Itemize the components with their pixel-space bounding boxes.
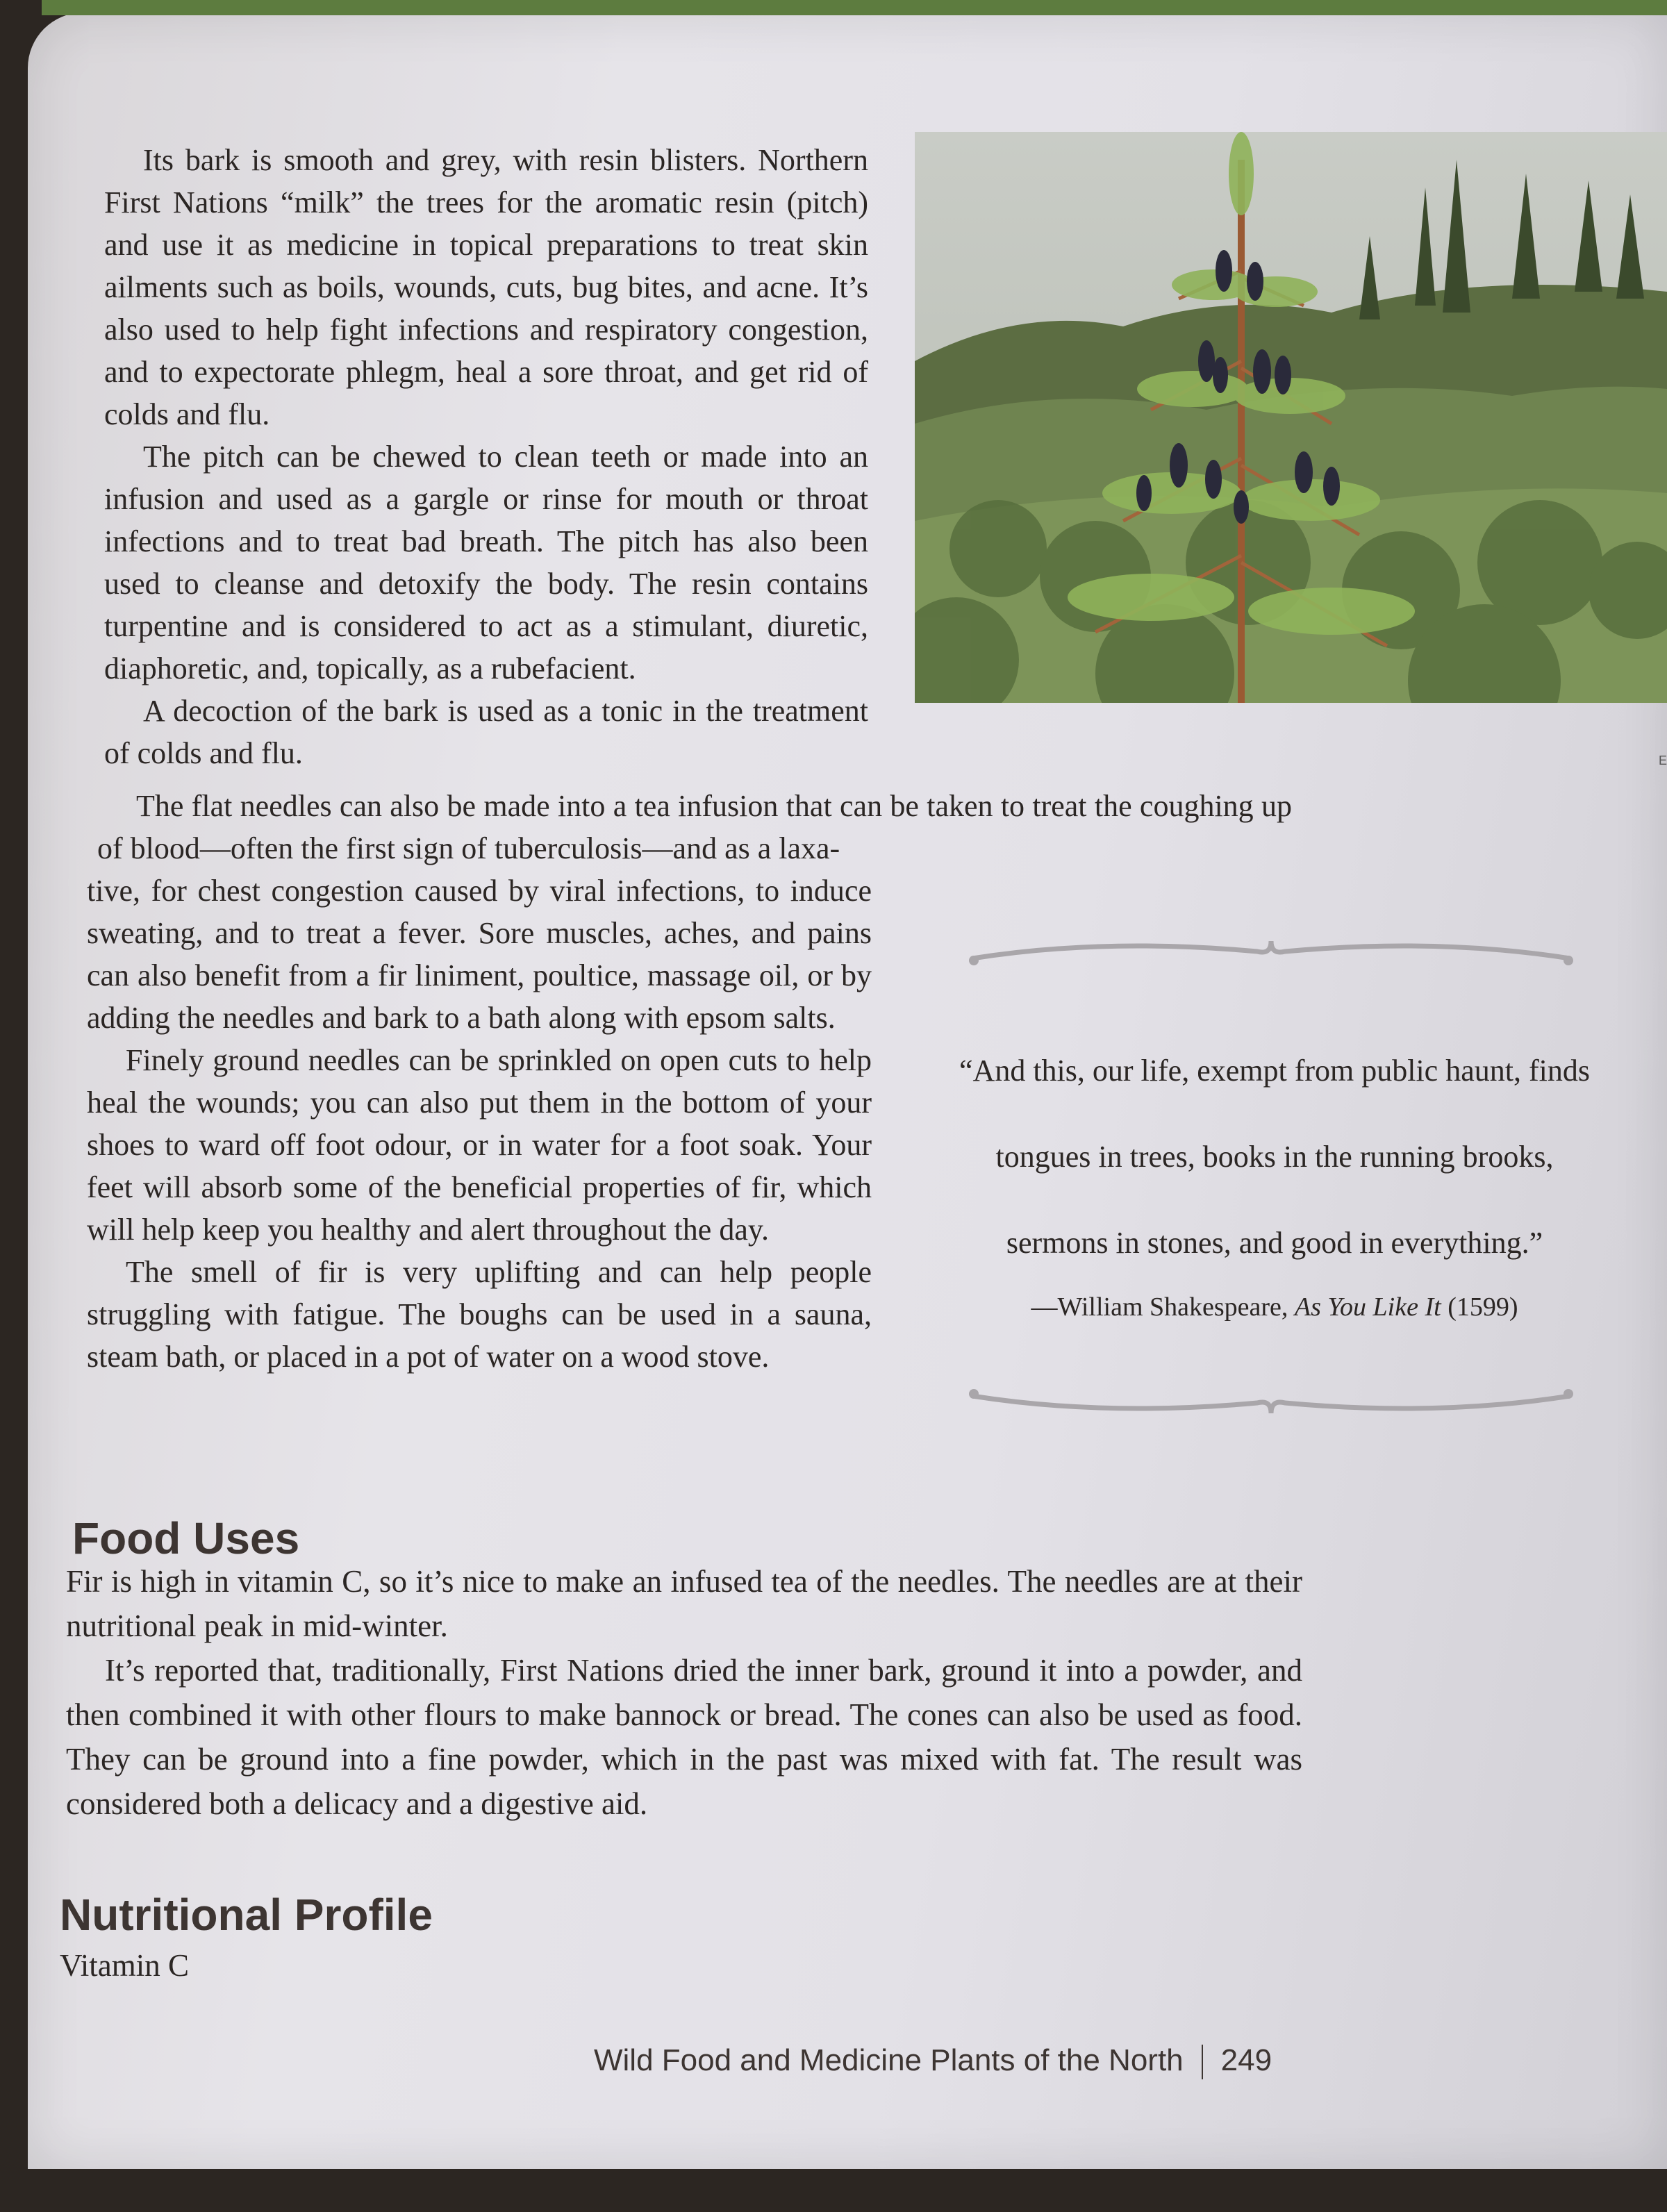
quote-line: sermons in stones, and good in everything.” bbox=[1006, 1226, 1543, 1260]
fir-tree-illustration bbox=[915, 132, 1667, 703]
fir-tree-photo bbox=[915, 132, 1667, 703]
paragraph: A decoction of the bark is used as a tonic in the treatment of colds and flu. bbox=[104, 694, 868, 770]
text-column-mid bbox=[97, 785, 1292, 870]
paragraph: It’s reported that, traditionally, First Nations dried the inner bark, ground it into a powder, and then combined it with other flours to make bannock or bread. The cones can also be used as food. They can be ground into a fine powder, which in the past was mixed with fat. The result was considered both a delicacy and a digestive aid. bbox=[66, 1653, 1302, 1821]
paragraph: The pitch can be chewed to clean teeth or made into an infusion and used as a gargle or rinse for mouth or throat infections and to treat bad breath. The pitch has also been used to cleanse and detoxify the body. The resin contains turpentine and is considered to act as a stimulant, diuretic, diaphoretic, and, topically, as a rubefacient. bbox=[104, 440, 868, 685]
footer-separator bbox=[1202, 2045, 1203, 2079]
flourish-divider-top bbox=[965, 934, 1577, 976]
page-footer bbox=[594, 2043, 1272, 2079]
text-column-top bbox=[104, 139, 868, 774]
quote-attribution bbox=[910, 1286, 1639, 1328]
epigraph-quote bbox=[910, 1028, 1639, 1354]
quote-work: As You Like It bbox=[1294, 1292, 1441, 1322]
paragraph: Its bark is smooth and grey, with resin blisters. Northern First Nations “milk” the trees for the aromatic resin (pitch) and use it as medicine in topical preparations to treat skin ailments such as boils, wounds, cuts, bug bites, and acne. It’s also used to help fight infections and respiratory congestion, and to expectorate phlegm, heal a sore throat, and get rid of colds and flu. bbox=[104, 143, 868, 431]
food-uses-text bbox=[66, 1559, 1302, 1826]
nutritional-profile-text: Vitamin C bbox=[60, 1948, 190, 1983]
paragraph: The flat needles can also be made into a tea infusion that can be taken to treat the coughing up of blood—often the first sign of tuberculosis—and as a laxa- bbox=[97, 789, 1292, 865]
paragraph: Fir is high in vitamin C, so it’s nice to make an infused tea of the needles. The needles are at their nutritional peak in mid-winter. bbox=[66, 1564, 1302, 1643]
flourish-divider-bottom bbox=[965, 1379, 1577, 1420]
page-top-band bbox=[42, 0, 1667, 15]
edge-mark: E bbox=[1659, 754, 1667, 767]
page-number: 249 bbox=[1220, 2043, 1272, 2077]
text-column-low bbox=[87, 870, 872, 1378]
quote-year: (1599) bbox=[1448, 1292, 1518, 1322]
quote-line: tongues in trees, books in the running brooks, bbox=[995, 1140, 1554, 1174]
nutritional-profile-heading: Nutritional Profile bbox=[60, 1890, 433, 1940]
quote-author: —William Shakespeare, bbox=[1031, 1292, 1288, 1322]
quote-line: “And this, our life, exempt from public haunt, finds bbox=[959, 1054, 1590, 1088]
book-title: Wild Food and Medicine Plants of the North bbox=[594, 2043, 1184, 2077]
paragraph: Finely ground needles can be sprinkled on open cuts to help heal the wounds; you can also put them in the bottom of your shoes to ward off foot odour, or in water for a foot soak. Your feet will absorb some of the beneficial properties of fir, which will help keep you healthy and alert throughout the day. bbox=[87, 1043, 872, 1247]
food-uses-heading: Food Uses bbox=[72, 1513, 300, 1563]
paragraph: The smell of fir is very uplifting and can help people struggling with fatigue. The boughs can be used in a sauna, steam bath, or placed in a pot of water on a wood stove. bbox=[87, 1255, 872, 1374]
paragraph-continuation: tive, for chest congestion caused by viral infections, to induce sweating, and to treat a fever. Sore muscles, aches, and pains can also benefit from a fir liniment, poultice, massage oil, or by adding the needles and bark to a bath along with epsom salts. bbox=[87, 874, 872, 1035]
